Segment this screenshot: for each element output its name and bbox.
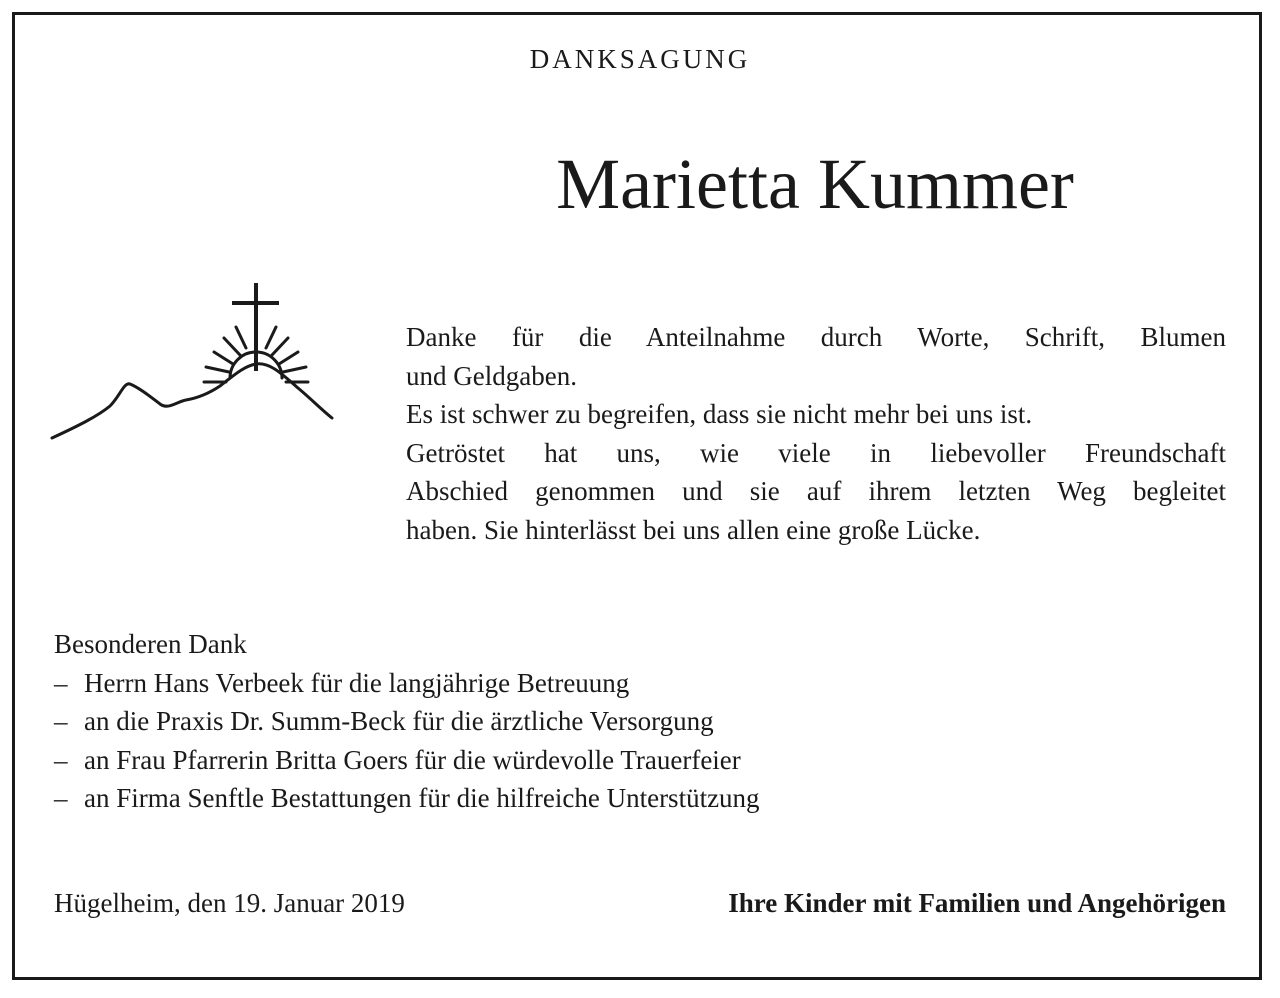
special-thanks-section <box>54 625 1054 818</box>
dash-bullet: – <box>54 667 68 698</box>
message-line: Abschied genommen und sie auf ihrem letzten Weg begleitet <box>406 476 1226 506</box>
signature: Ihre Kinder mit Familien und Angehörigen <box>728 888 1226 918</box>
message-line: Getröstet hat uns, wie viele in liebevoller Freundschaft <box>406 437 1226 468</box>
message-line: und Geldgaben. <box>406 360 577 391</box>
place-and-date: Hügelheim, den 19. Januar 2019 <box>54 888 405 918</box>
special-thanks-list <box>54 664 1054 818</box>
list-item <box>54 702 1054 741</box>
cross-on-hill-with-rising-sun-icon <box>48 278 338 452</box>
thank-you-message <box>406 318 1226 549</box>
dash-bullet: – <box>54 706 68 736</box>
list-item-text: Herrn Hans Verbeek für die langjährige Betreuung <box>84 667 630 698</box>
list-item <box>54 664 1054 703</box>
list-item-text: an Frau Pfarrerin Britta Goers für die würdevolle Trauerfeier <box>84 744 741 775</box>
message-line: Danke für die Anteilnahme durch Worte, Schrift, Blumen <box>406 322 1226 352</box>
list-item-text: an die Praxis Dr. Summ-Beck für die ärztliche Versorgung <box>84 706 714 736</box>
message-line: Es ist schwer zu begreifen, dass sie nicht mehr bei uns ist. <box>406 399 1033 429</box>
list-item <box>54 741 1054 780</box>
list-item-text: an Firma Senftle Bestattungen für die hilfreiche Unterstützung <box>84 783 760 813</box>
list-item <box>54 779 1054 818</box>
message-line: haben. Sie hinterlässt bei uns allen eine große Lücke. <box>406 514 981 545</box>
dash-bullet: – <box>54 744 68 775</box>
notice-heading: DANKSAGUNG <box>529 44 751 74</box>
deceased-name: Marietta Kummer <box>556 144 1074 224</box>
special-thanks-title: Besonderen Dank <box>54 629 247 659</box>
dash-bullet: – <box>54 783 68 813</box>
